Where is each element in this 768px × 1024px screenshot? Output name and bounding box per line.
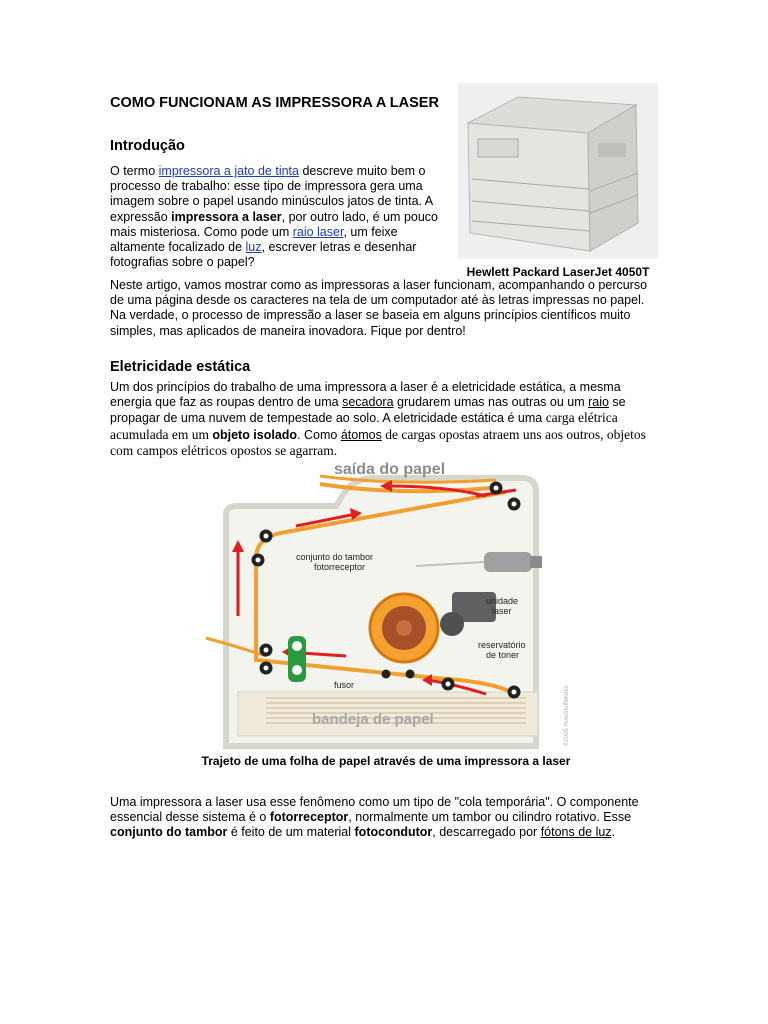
link-secadora[interactable]: secadora	[342, 395, 394, 410]
text-span: . Como	[297, 427, 341, 442]
paper-path-diagram	[196, 456, 576, 756]
heading-eletricidade-estatica: Eletricidade estática	[110, 359, 251, 375]
link-luz[interactable]: luz	[245, 240, 262, 255]
text-span: descreve muito bem o processo de trabalho: esse tipo de impressora gera uma imagem sobre o papel usando minúsculos jatos de tinta. A expressão	[110, 164, 433, 224]
copyright-text: ©2005 HowStuffWorks	[564, 685, 570, 746]
label-laser-line2: laser	[492, 606, 512, 616]
laser-unit	[484, 552, 532, 572]
label-drum-line2: fotorreceptor	[314, 562, 366, 572]
printer-photo	[458, 83, 658, 259]
text-span: de cargas opostas atraem uns aos outros, objetos com campos elétricos opostos se agarram.	[110, 426, 646, 458]
link-jato-de-tinta[interactable]: impressora a jato de tinta	[158, 164, 299, 178]
final-paragraph	[110, 795, 655, 841]
text-span: , por outro lado, é um pouco mais misteriosa. Como pode um	[110, 209, 439, 239]
text-span: se propagar de uma nuvem de tempestade ao solo. A eletricidade estática é uma	[110, 395, 626, 426]
heading-introducao: Introdução	[110, 138, 185, 154]
text-span: , normalmente um tambor ou cilindro rotativo. Esse	[348, 810, 632, 825]
text-span: .	[611, 825, 616, 840]
bold-impressora-a-laser: impressora a laser	[171, 209, 282, 224]
link-fotons-de-luz[interactable]: fótons de luz	[540, 825, 612, 840]
static-paragraph	[110, 380, 658, 459]
bold-fotorreceptor: fotorreceptor	[269, 810, 349, 825]
text-span: Uma impressora a laser usa esse fenômeno como um tipo de "cola temporária". O componente essencial desse sistema é o	[110, 795, 639, 825]
text-span: carga elétrica acumulada em um	[110, 410, 618, 442]
text-span: Um dos princípios do trabalho de uma impressora a laser é a eletricidade estática, a mesma energia que faz as roupas dentro de uma	[110, 380, 621, 410]
bold-objeto-isolado: objeto isolado	[212, 427, 298, 442]
laser-printer-diagram	[196, 456, 576, 756]
label-toner-line2: de toner	[486, 650, 520, 660]
photo-caption: Hewlett Packard LaserJet 4050T	[466, 265, 650, 279]
text-span: , descarregado por	[432, 825, 541, 840]
intro-paragraph-2: Neste artigo, vamos mostrar como as impressoras a laser funcionam, acompanhando o percurso de uma página desde os caracteres na tela de um computador até às letras impressas no papel. Na verdade, o processo de impressão a laser se baseia em alguns princípios científicos muito simples, mas aplicados de maneira inovadora. Fique por dentro!	[110, 278, 648, 338]
link-raio[interactable]: raio	[588, 395, 609, 410]
link-raio-laser[interactable]: raio laser	[292, 224, 344, 239]
label-laser-line1: unidade	[486, 596, 519, 606]
text-span: é feito de um material	[227, 825, 355, 840]
label-drum-line1: conjunto do tambor	[296, 552, 374, 562]
link-atomos[interactable]: átomos	[340, 427, 382, 442]
bold-fotocondutor: fotocondutor	[354, 825, 433, 840]
intro-paragraph-1	[110, 164, 455, 270]
text-span: , um feixe altamente focalizado de	[110, 224, 398, 255]
text-span: , escrever letras e desenhar fotografias sobre o papel?	[110, 240, 417, 270]
printer-icon	[458, 83, 658, 259]
label-saida-do-papel: saída do papel	[334, 461, 446, 478]
label-fusor: fusor	[334, 680, 355, 690]
label-bandeja: bandeja de papel	[312, 711, 434, 728]
article-title: COMO FUNCIONAM AS IMPRESSORA A LASER	[110, 95, 439, 111]
label-toner-line1: reservatório	[478, 640, 526, 650]
diagram-caption: Trajeto de uma folha de papel através de uma impressora a laser	[201, 754, 571, 768]
text-span: O termo	[110, 164, 159, 178]
text-span: grudarem umas nas outras ou um	[393, 395, 589, 410]
bold-conjunto-do-tambor: conjunto do tambor	[110, 825, 228, 840]
